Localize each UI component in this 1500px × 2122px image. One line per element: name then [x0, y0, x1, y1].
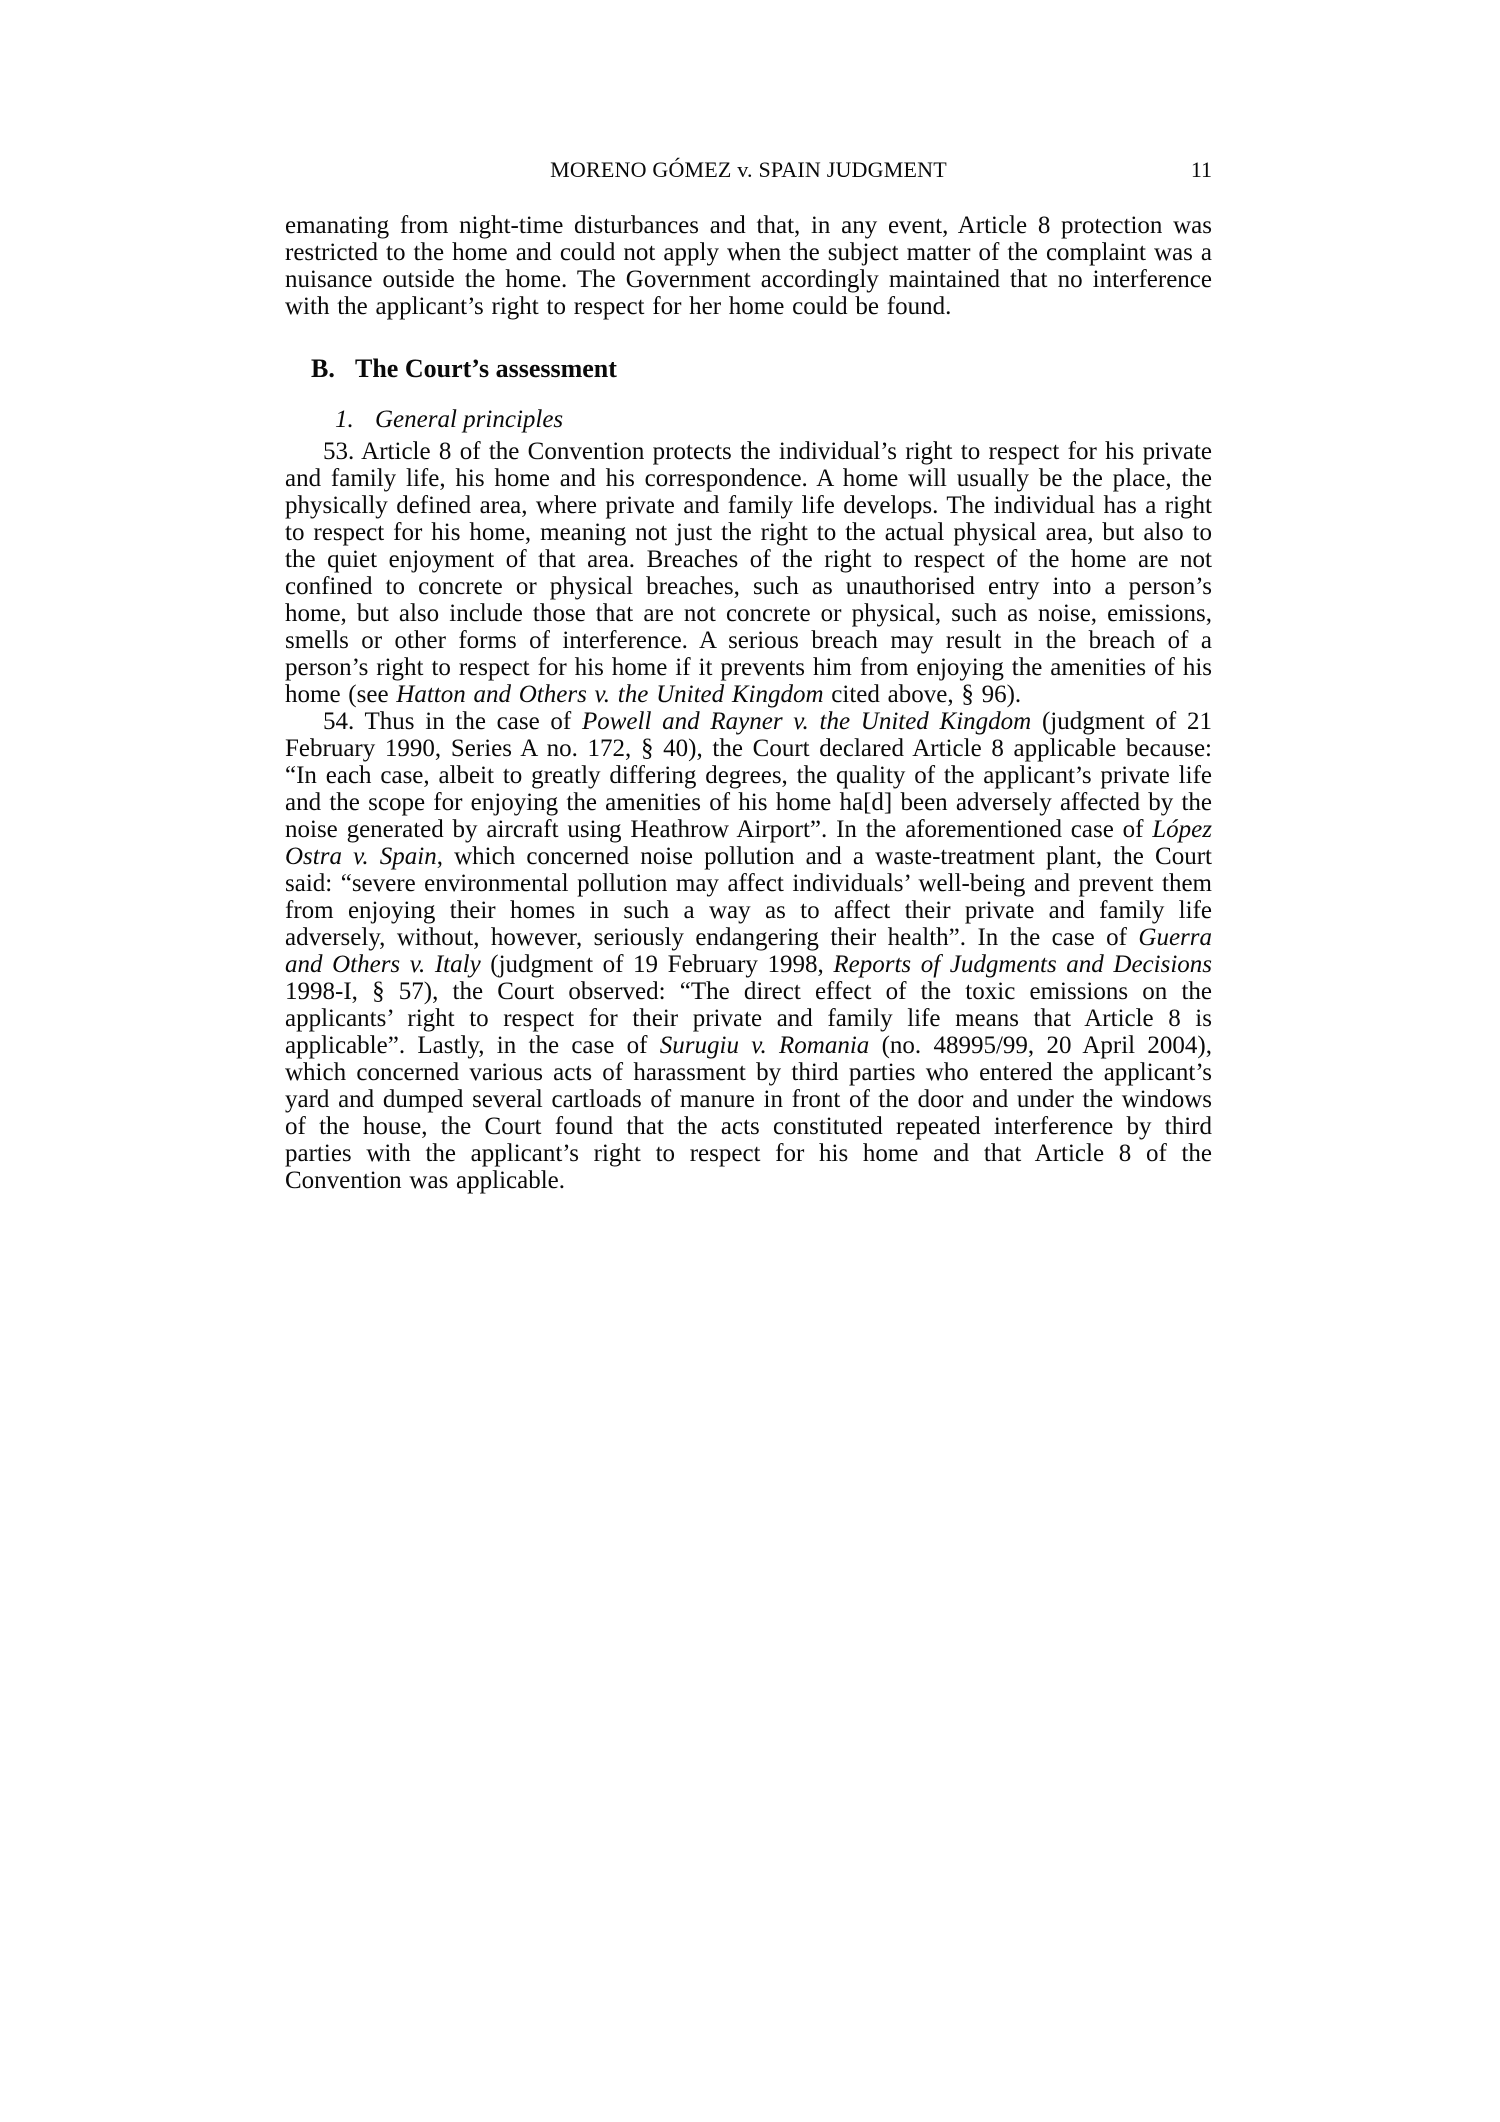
case-citation: Hatton and Others v. the United Kingdom: [396, 681, 824, 708]
text-segment: (judgment of 19 February 1998,: [480, 951, 834, 978]
case-citation: López Ostra v. Spain: [285, 816, 1212, 870]
text-segment: cited above, § 96).: [823, 681, 1022, 708]
text-segment: (judgment of 21 February 1990, Series A no. 172, § 40), the Court declared Article 8 applicable because: “In each case, albeit to greatly differing degrees, the quality of the applicant’s private life and the scope for enjoying the amenities of his home ha[d] been adversely affected by the noise generated by aircraft using Heathrow Airport”. In the aforementioned case of: [285, 708, 1212, 843]
heading-text: General principles: [375, 406, 564, 433]
text-segment: 54. Thus in the case of: [323, 708, 582, 735]
heading-number: B.: [311, 354, 335, 383]
paragraph: [285, 438, 1212, 708]
subsection-heading: [285, 406, 1212, 434]
case-citation: Surugiu v. Romania: [659, 1032, 870, 1059]
text-segment: (no. 48995/99, 20 April 2004), which concerned various acts of harassment by third parties who entered the applicant’s yard and dumped several cartloads of manure in front of the door and under the windows of the house, the Court found that the acts constituted repeated interference by third parties with the applicant’s right to respect for his home and that Article 8 of the Convention was applicable.: [285, 1032, 1212, 1194]
text-segment: 53. Article 8 of the Convention protects the individual’s right to respect for his private and family life, his home and his correspondence. A home will usually be the place, the physically defined area, where private and family life develops. The individual has a right to respect for his home, meaning not just the right to the actual physical area, but also to the quiet enjoyment of that area. Breaches of the right to respect of the home are not confined to concrete or physical breaches, such as unauthorised entry into a person’s home, but also include those that are not concrete or physical, such as noise, emissions, smells or other forms of interference. A serious breach may result in the breach of a person’s right to respect for his home if it prevents him from enjoying the amenities of his home (see: [285, 438, 1212, 708]
case-citation: Powell and Rayner v. the United Kingdom: [581, 708, 1032, 735]
paragraph: [285, 708, 1212, 1194]
section-heading: [285, 354, 1212, 384]
case-citation: Reports of Judgments and Decisions: [833, 951, 1212, 978]
heading-number: 1.: [335, 406, 354, 433]
text-segment: , which concerned noise pollution and a waste-treatment plant, the Court said: “severe environmental pollution may affect individuals’ well-being and prevent them from enjoying their homes in such a way as to affect their private and family life adversely, without, however, seriously endangering their health”. In the case of: [285, 843, 1212, 951]
page-body: [285, 212, 1212, 1194]
page-header: [285, 157, 1212, 183]
page-number: 11: [1190, 157, 1212, 182]
case-citation: Guerra and Others v. Italy: [285, 924, 1212, 978]
text-segment: emanating from night-time disturbances and that, in any event, Article 8 protection was restricted to the home and could not apply when the subject matter of the complaint was a nuisance outside the home. The Government accordingly maintained that no interference with the applicant’s right to respect for her home could be found.: [285, 212, 1212, 320]
running-header-title: MORENO GÓMEZ v. SPAIN JUDGMENT: [550, 157, 947, 182]
paragraph: [285, 212, 1212, 320]
text-segment: 1998-I, § 57), the Court observed: “The direct effect of the toxic emissions on the applicants’ right to respect for their private and family life means that Article 8 is applicable”. Lastly, in the case of: [285, 978, 1212, 1059]
heading-text: The Court’s assessment: [355, 354, 617, 383]
